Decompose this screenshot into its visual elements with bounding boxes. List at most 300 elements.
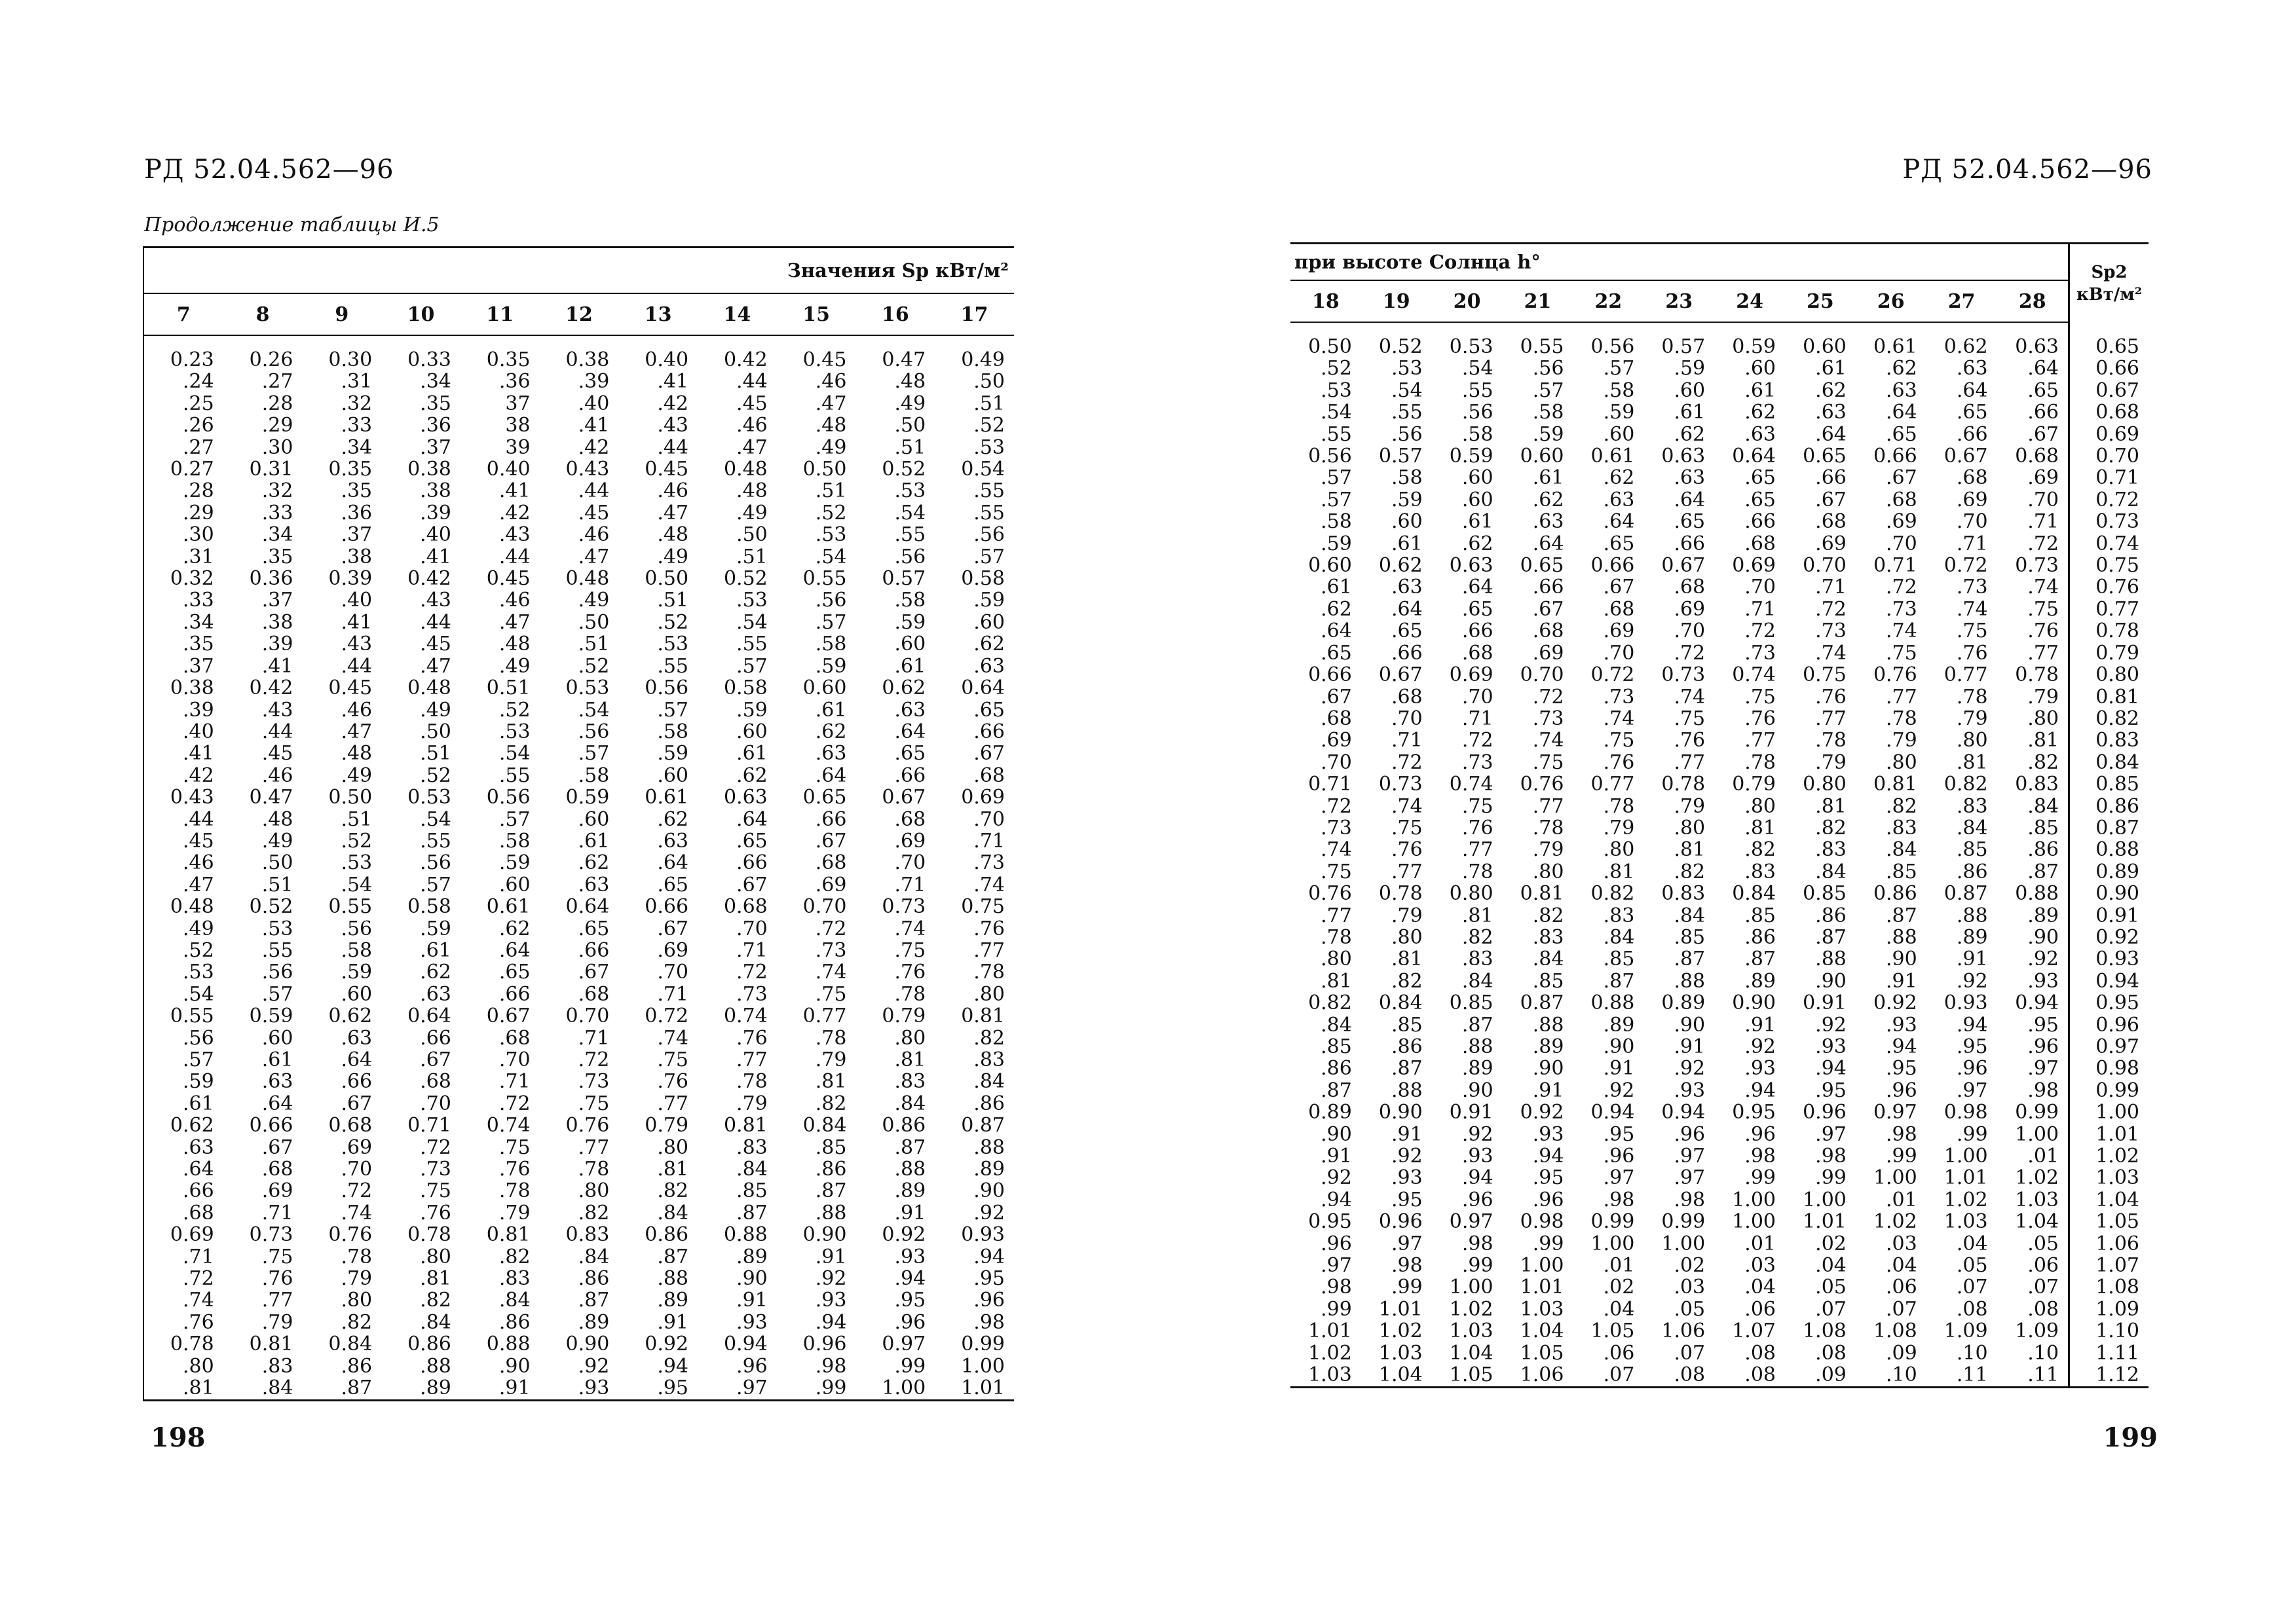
table-cell: .85 — [1674, 925, 1706, 949]
table-cell: 0.53 — [407, 786, 451, 809]
table-row — [143, 1158, 1014, 1180]
table-cell: .68 — [1815, 510, 1847, 534]
table-cell: .67 — [2027, 422, 2059, 446]
table-cell: 0.45 — [645, 458, 689, 481]
table-cell: .78 — [578, 1158, 610, 1181]
table-cell: .94 — [1815, 1057, 1847, 1080]
table-cell: .97 — [1956, 1079, 1988, 1102]
table-cell: .04 — [1744, 1276, 1776, 1299]
table-cell: .38 — [261, 610, 293, 634]
table-cell: 1.09 — [1943, 1320, 1988, 1343]
table-cell: .68 — [498, 1026, 531, 1050]
table-cell: .78 — [1603, 794, 1635, 818]
table-cell: .60 — [1461, 488, 1493, 511]
sp2-cell: 0.88 — [2069, 839, 2149, 860]
table-row — [1290, 620, 2149, 642]
table-cell: .58 — [815, 633, 847, 656]
table-row — [1290, 336, 2149, 358]
table-cell: 1.00 — [1732, 1210, 1776, 1234]
table-cell: 1.00 — [882, 1376, 926, 1400]
table-cell: .82 — [1744, 838, 1776, 862]
table-cell: .52 — [657, 610, 689, 634]
table-cell: .79 — [341, 1267, 373, 1291]
column-header: 12 — [540, 293, 619, 335]
table-cell: 0.26 — [249, 348, 293, 371]
table-cell: .97 — [1674, 1145, 1706, 1168]
table-cell: .41 — [341, 610, 373, 634]
table-cell: 1.04 — [1378, 1363, 1423, 1387]
table-cell: .62 — [815, 720, 847, 743]
table-row — [1290, 1276, 2149, 1298]
table-cell: 1.01 — [1943, 1166, 1988, 1190]
table-row — [1290, 1014, 2149, 1036]
table-cell: .81 — [894, 1048, 926, 1071]
table-cell: .75 — [1674, 707, 1706, 730]
column-header: 15 — [777, 293, 856, 335]
table-cell: 0.67 — [1943, 445, 1988, 468]
table-cell: 0.88 — [2015, 882, 2059, 906]
table-cell: .39 — [183, 698, 214, 722]
table-row — [1290, 380, 2149, 401]
table-cell: .41 — [183, 742, 214, 766]
table-cell: .24 — [183, 370, 214, 394]
table-cell: .49 — [815, 435, 847, 459]
column-header: 23 — [1643, 280, 1714, 322]
table-cell: .41 — [657, 370, 689, 394]
table-cell: .81 — [1603, 860, 1635, 883]
table-cell: .72 — [1391, 750, 1423, 774]
table-cell: .77 — [657, 1092, 689, 1115]
table-cell: .77 — [578, 1135, 610, 1159]
table-cell: .61 — [894, 654, 926, 678]
table-cell: .68 — [1461, 641, 1493, 665]
table-cell: 0.40 — [486, 458, 531, 481]
table-cell: .63 — [1956, 357, 1988, 380]
table-cell: .74 — [1956, 597, 1988, 621]
table-cell: .96 — [1886, 1079, 1917, 1102]
table-cell: .40 — [341, 589, 373, 612]
table-row — [143, 699, 1014, 721]
table-cell: .95 — [1956, 1035, 1988, 1058]
table-cell: .79 — [1674, 794, 1706, 818]
table-cell: .58 — [1321, 510, 1352, 534]
table-cell: .04 — [1956, 1232, 1988, 1255]
table-cell: .92 — [1956, 969, 1988, 993]
table-cell: .64 — [2027, 357, 2059, 380]
table-cell: .70 — [1461, 685, 1493, 709]
table-cell: .44 — [183, 807, 214, 831]
table-cell: .86 — [1321, 1057, 1352, 1080]
table-cell: 0.74 — [486, 1114, 531, 1137]
table-cell: 0.60 — [1520, 445, 1564, 468]
table-cell: .61 — [1461, 510, 1493, 534]
table-cell: .93 — [578, 1376, 610, 1400]
table-cell: 0.38 — [565, 348, 610, 371]
sp2-cell: 1.07 — [2069, 1255, 2149, 1276]
table-cell: .63 — [183, 1135, 214, 1159]
table-cell: 0.92 — [1520, 1101, 1564, 1124]
table-cell: .70 — [341, 1158, 373, 1181]
table-cell: .87 — [341, 1376, 373, 1400]
table-cell: .64 — [815, 764, 847, 787]
table-cell: .71 — [578, 1026, 610, 1050]
table-cell: .75 — [1391, 816, 1423, 840]
table-cell: .67 — [736, 873, 768, 896]
table-cell: .61 — [1744, 378, 1776, 402]
table-cell: .82 — [1532, 904, 1564, 927]
table-cell: .47 — [341, 720, 373, 743]
table-cell: .57 — [1321, 466, 1352, 490]
table-cell: .64 — [261, 1092, 293, 1115]
table-row — [1290, 883, 2149, 904]
table-row — [1290, 970, 2149, 992]
table-cell: .53 — [973, 435, 1005, 459]
table-cell: 0.81 — [723, 1114, 768, 1137]
table-cell: 1.02 — [1873, 1210, 1917, 1234]
table-row — [143, 568, 1014, 589]
table-cell: .41 — [578, 414, 610, 437]
sp2-cell: 1.01 — [2069, 1124, 2149, 1145]
table-cell: .44 — [498, 545, 531, 568]
table-cell: 0.94 — [1590, 1101, 1635, 1124]
table-cell: .53 — [1391, 357, 1423, 380]
left-unit-label: Значения Sp кВт/м² — [143, 248, 1014, 294]
table-cell: .54 — [736, 610, 768, 634]
table-cell: .69 — [1815, 532, 1847, 555]
table-cell: .96 — [1461, 1188, 1493, 1211]
table-cell: .09 — [1886, 1341, 1917, 1365]
table-cell: 0.73 — [882, 895, 926, 919]
table-cell: 0.97 — [1873, 1101, 1917, 1124]
table-cell: .82 — [498, 1245, 531, 1268]
table-cell: .65 — [736, 829, 768, 853]
table-cell: 1.03 — [1378, 1341, 1423, 1365]
table-row — [143, 1180, 1014, 1202]
table-cell: .10 — [2027, 1341, 2059, 1365]
table-cell: .64 — [1815, 422, 1847, 446]
table-cell: 1.01 — [1803, 1210, 1847, 1234]
table-cell: .89 — [1461, 1057, 1493, 1080]
table-row — [1290, 1211, 2149, 1232]
table-cell: .61 — [1321, 576, 1352, 599]
table-cell: 1.01 — [1378, 1297, 1423, 1321]
table-cell: .82 — [341, 1310, 373, 1334]
table-cell: .75 — [1886, 641, 1917, 665]
sp2-cell: 0.90 — [2069, 883, 2149, 904]
table-cell: .77 — [1674, 750, 1706, 774]
table-cell: .62 — [578, 851, 610, 875]
table-cell: .66 — [498, 982, 531, 1006]
table-cell: 0.45 — [802, 348, 847, 371]
table-cell: .62 — [1461, 532, 1493, 555]
table-cell: .71 — [498, 1070, 531, 1094]
table-cell: .81 — [1461, 904, 1493, 927]
table-cell: .49 — [498, 654, 531, 678]
table-cell: .05 — [1674, 1297, 1706, 1321]
table-cell: .59 — [657, 742, 689, 766]
table-cell: .66 — [578, 938, 610, 962]
table-cell: .89 — [657, 1289, 689, 1312]
table-cell: .51 — [261, 873, 293, 896]
table-cell: 0.77 — [1590, 773, 1635, 796]
table-cell: .94 — [1744, 1079, 1776, 1102]
table-cell: .66 — [815, 807, 847, 831]
table-cell: 1.03 — [1308, 1363, 1352, 1387]
table-cell: 0.69 — [961, 786, 1005, 809]
table-row — [143, 1071, 1014, 1092]
table-cell: 1.06 — [1520, 1363, 1564, 1387]
table-cell: .64 — [498, 938, 531, 962]
left-column-headers — [143, 293, 1014, 335]
table-cell: .48 — [815, 414, 847, 437]
sp2-cell: 1.06 — [2069, 1233, 2149, 1255]
table-cell: .76 — [420, 1201, 451, 1225]
table-cell: .76 — [1744, 707, 1776, 730]
table-cell: .49 — [657, 545, 689, 568]
table-cell: .87 — [1461, 1013, 1493, 1037]
table-cell: .73 — [1815, 619, 1847, 643]
table-cell: 0.85 — [1803, 882, 1847, 906]
table-cell: .65 — [498, 961, 531, 984]
table-cell: .45 — [578, 501, 610, 525]
table-cell: 0.56 — [645, 676, 689, 700]
table-cell: .62 — [1532, 488, 1564, 511]
table-row — [143, 1356, 1014, 1377]
table-cell: .92 — [1391, 1145, 1423, 1168]
table-cell: .67 — [261, 1135, 293, 1159]
table-cell: .80 — [1886, 750, 1917, 774]
column-header: 8 — [223, 293, 303, 335]
table-cell: 0.88 — [723, 1223, 768, 1247]
table-cell: .54 — [894, 501, 926, 525]
table-cell: .88 — [1815, 948, 1847, 971]
table-cell: .54 — [1461, 357, 1493, 380]
table-cell: 0.71 — [407, 1114, 451, 1137]
table-cell: .44 — [578, 479, 610, 503]
table-cell: 0.52 — [1378, 335, 1423, 358]
table-cell: 0.64 — [961, 676, 1005, 700]
table-cell: .32 — [261, 479, 293, 503]
table-cell: .93 — [1461, 1145, 1493, 1168]
table-cell: .66 — [1815, 466, 1847, 490]
table-cell: .76 — [1603, 750, 1635, 774]
table-cell: .62 — [420, 961, 451, 984]
table-cell: .84 — [1956, 816, 1988, 840]
table-cell: .95 — [1886, 1057, 1917, 1080]
table-cell: .63 — [1886, 378, 1917, 402]
table-cell: .57 — [578, 742, 610, 766]
table-row — [143, 349, 1014, 371]
table-cell: .64 — [1391, 597, 1423, 621]
table-cell: 0.60 — [802, 676, 847, 700]
table-cell: .51 — [657, 589, 689, 612]
table-cell: 0.75 — [961, 895, 1005, 919]
table-cell: .66 — [1674, 532, 1706, 555]
table-cell: 0.93 — [1943, 991, 1988, 1015]
table-cell: 0.55 — [328, 895, 373, 919]
table-cell: .68 — [973, 764, 1005, 787]
table-cell: .60 — [341, 982, 373, 1006]
table-cell: 0.57 — [1661, 335, 1706, 358]
table-cell: .04 — [1603, 1297, 1635, 1321]
table-row — [1290, 664, 2149, 686]
table-cell: .76 — [894, 961, 926, 984]
table-cell: .64 — [1461, 576, 1493, 599]
table-cell: .53 — [261, 917, 293, 940]
table-row — [143, 1005, 1014, 1027]
table-cell: .80 — [1744, 794, 1776, 818]
page-number-right: 199 — [2103, 1422, 2158, 1453]
table-cell: .77 — [1391, 860, 1423, 883]
table-row — [1290, 511, 2149, 532]
table-cell: .61 — [420, 938, 451, 962]
table-cell: .10 — [1886, 1363, 1917, 1387]
table-cell: 0.63 — [2015, 335, 2059, 358]
right-table — [1290, 242, 2149, 1388]
table-cell: .85 — [1391, 1013, 1423, 1037]
table-cell: .87 — [1744, 948, 1776, 971]
table-cell: .84 — [2027, 794, 2059, 818]
page-header-left: РД 52.04.562—96 — [144, 155, 394, 185]
table-cell: .68 — [1532, 619, 1564, 643]
table-cell: .42 — [657, 392, 689, 415]
table-cell: 1.00 — [1943, 1145, 1988, 1168]
table-cell: 0.63 — [1449, 554, 1493, 578]
table-cell: .65 — [1886, 422, 1917, 446]
sp2-cell: 0.73 — [2069, 511, 2149, 532]
table-cell: 0.74 — [1732, 663, 1776, 687]
table-cell: .96 — [1674, 1122, 1706, 1146]
table-cell: .63 — [894, 698, 926, 722]
table-cell: .71 — [1744, 597, 1776, 621]
table-cell: .77 — [1744, 729, 1776, 752]
table-cell: .46 — [815, 370, 847, 394]
table-row — [143, 677, 1014, 699]
table-cell: .46 — [578, 523, 610, 547]
table-cell: .89 — [736, 1245, 768, 1268]
sp2-cell: 1.10 — [2069, 1320, 2149, 1342]
table-cell: .60 — [498, 873, 531, 896]
table-cell: .74 — [657, 1026, 689, 1050]
table-cell: 0.72 — [1590, 663, 1635, 687]
table-cell: 0.61 — [1590, 445, 1635, 468]
table-cell: .88 — [1391, 1079, 1423, 1102]
table-cell: .03 — [1886, 1232, 1917, 1255]
sp2-cell: 0.87 — [2069, 817, 2149, 839]
table-row — [1290, 905, 2149, 927]
table-row — [1290, 424, 2149, 445]
table-row — [1290, 1124, 2149, 1145]
table-cell: .98 — [1815, 1145, 1847, 1168]
table-cell: .92 — [578, 1354, 610, 1378]
table-cell: 0.49 — [961, 348, 1005, 371]
table-cell: .92 — [1321, 1166, 1352, 1190]
table-cell: .70 — [420, 1092, 451, 1115]
table-cell: .64 — [736, 807, 768, 831]
table-row — [143, 480, 1014, 502]
table-cell: 0.50 — [802, 458, 847, 481]
table-cell: .65 — [1744, 466, 1776, 490]
table-cell: .57 — [1603, 357, 1635, 380]
table-cell: .73 — [973, 851, 1005, 875]
table-cell: .39 — [420, 501, 451, 525]
table-cell: .65 — [1603, 532, 1635, 555]
table-cell: 0.47 — [882, 348, 926, 371]
table-cell: 0.74 — [1449, 773, 1493, 796]
table-cell: 1.04 — [2015, 1210, 2059, 1234]
table-cell: .85 — [736, 1179, 768, 1203]
table-cell: 1.00 — [1520, 1254, 1564, 1278]
table-cell: 0.27 — [170, 458, 214, 481]
table-cell: .77 — [1532, 794, 1564, 818]
table-cell: 0.33 — [407, 348, 451, 371]
table-cell: .81 — [657, 1158, 689, 1181]
table-cell: .83 — [1886, 816, 1917, 840]
table-cell: .84 — [420, 1310, 451, 1334]
column-header: 24 — [1714, 280, 1785, 322]
table-cell: .58 — [894, 589, 926, 612]
table-cell: .56 — [420, 851, 451, 875]
table-cell: 0.36 — [249, 567, 293, 591]
table-cell: .72 — [1321, 794, 1352, 818]
table-cell: .78 — [1532, 816, 1564, 840]
table-row — [143, 1246, 1014, 1268]
table-cell: .67 — [1321, 685, 1352, 709]
table-cell: .47 — [657, 501, 689, 525]
table-cell: 0.42 — [249, 676, 293, 700]
table-cell: .42 — [183, 764, 214, 787]
table-cell: .66 — [1461, 619, 1493, 643]
table-cell: .48 — [657, 523, 689, 547]
table-cell: .08 — [2027, 1297, 2059, 1321]
table-cell: .86 — [1391, 1035, 1423, 1058]
table-cell: .79 — [2027, 685, 2059, 709]
table-cell: .87 — [1674, 948, 1706, 971]
table-cell: 0.42 — [407, 567, 451, 591]
table-cell: .98 — [1744, 1145, 1776, 1168]
table-cell: .71 — [973, 829, 1005, 853]
table-cell: .91 — [815, 1245, 847, 1268]
table-cell: .68 — [815, 851, 847, 875]
table-cell: .68 — [578, 982, 610, 1006]
table-row — [1290, 1101, 2149, 1123]
table-cell: 0.59 — [249, 1005, 293, 1028]
table-cell: 0.79 — [645, 1114, 689, 1137]
table-cell: .84 — [1886, 838, 1917, 862]
sp2-cell: 0.71 — [2069, 467, 2149, 489]
table-cell: .70 — [2027, 488, 2059, 511]
table-row — [1290, 1167, 2149, 1189]
table-row — [1290, 1299, 2149, 1320]
table-row — [143, 393, 1014, 415]
sp2-cell: 0.65 — [2069, 336, 2149, 358]
sp2-cell: 0.93 — [2069, 948, 2149, 970]
table-cell: .50 — [736, 523, 768, 547]
table-cell: .98 — [1461, 1232, 1493, 1255]
table-cell: 0.66 — [1873, 445, 1917, 468]
table-cell: .79 — [1603, 816, 1635, 840]
table-cell: 0.65 — [802, 786, 847, 809]
table-cell: .01 — [1744, 1232, 1776, 1255]
column-header: 14 — [698, 293, 777, 335]
table-cell: .91 — [1532, 1079, 1564, 1102]
table-cell: .80 — [1532, 860, 1564, 883]
table-cell: 1.00 — [1449, 1276, 1493, 1299]
table-cell: .92 — [1461, 1122, 1493, 1146]
table-cell: 38 — [505, 414, 531, 437]
table-cell: .78 — [498, 1179, 531, 1203]
table-cell: .56 — [341, 917, 373, 940]
